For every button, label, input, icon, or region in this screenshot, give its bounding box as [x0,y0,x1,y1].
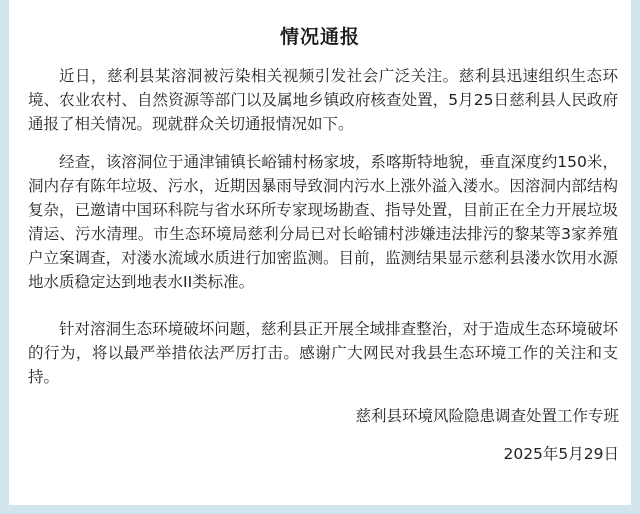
issuing-organization: 慈利县环境风险隐患调查处置工作专班 [355,407,619,425]
issue-date: 2025年5月29日 [503,445,619,463]
notice-paragraph-2: 经查，该溶洞位于通津铺镇长峪铺村杨家坡，系喀斯特地貌，垂直深度约150米，洞内存有陈年垃圾、污水，近期因暴雨导致洞内污水上涨外溢入溇水。因溶洞内部结构复杂，已邀请中国环科院与省水环所专家现场勘查、指导处置，目前正在全力开展垃圾清运、污水清理。市生态环境局慈利分局已对长峪铺村涉嫌违法排污的黎某等3家养殖户立案调查，对溇水流域水质进行加密监测。目前，监测结果显示慈利县溇水饮用水源地水质稳定达到地表水II类标准。 [28,153,618,291]
notice-paragraph-1: 近日，慈利县某溶洞被污染相关视频引发社会广泛关注。慈利县迅速组织生态环境、农业农村、自然资源等部门以及属地乡镇政府核查处置，5月25日慈利县人民政府通报了相关情况。现就群众关切通报情况如下。 [28,67,618,133]
notice-title: 情况通报 [279,26,360,48]
notice-paragraph-3: 针对溶洞生态环境破坏问题，慈利县正开展全域排查整治，对于造成生态环境破坏的行为，将以最严举措依法严厉打击。感谢广大网民对我县生态环境工作的关注和支持。 [28,320,618,386]
